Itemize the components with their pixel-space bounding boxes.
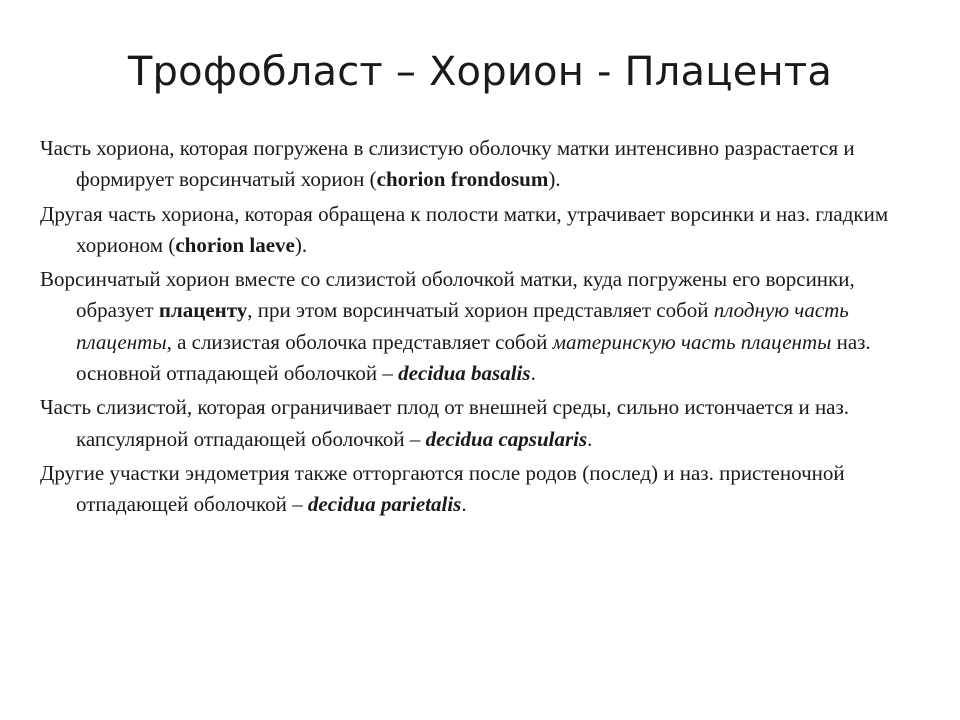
text-segment: , при этом ворсинчатый хорион представляет собой <box>247 298 714 323</box>
term-placenta: плаценту <box>158 298 248 323</box>
term-decidua-parietalis: decidua parietalis <box>307 492 462 517</box>
term-chorion-frondosum: chorion frondosum <box>376 167 549 192</box>
text-segment: , а слизистая оболочка представляет собой <box>166 329 553 354</box>
text-segment: Часть хориона, которая погружена в слизистую оболочку матки интенсивно разрастается и формирует ворсинчатый хорион ( <box>40 136 855 192</box>
term-maternal-part: материнскую часть плаценты <box>552 329 832 354</box>
paragraph-capsular <box>40 392 920 455</box>
text-segment: Ворсинчатый хорион вместе со слизистой оболочкой матки, куда погружены его ворсинки, образует <box>40 267 855 323</box>
paragraph-villous-chorion <box>40 133 920 196</box>
text-segment: наз. основной отпадающей оболочкой – <box>76 329 871 386</box>
paragraph-parietal <box>40 458 920 521</box>
text-segment: . <box>587 426 593 451</box>
text-segment: . <box>530 361 536 386</box>
text-segment: ). <box>294 232 308 257</box>
text-segment: . <box>461 492 467 517</box>
paragraph-smooth-chorion <box>40 199 920 262</box>
term-chorion-laeve: chorion laeve <box>175 232 295 257</box>
term-fetal-part: плодную часть плаценты <box>76 298 849 354</box>
text-segment: Часть слизистой, которая ограничивает плод от внешней среды, сильно истончается и наз. капсулярной отпадающей оболочкой – <box>40 395 850 451</box>
paragraph-placenta <box>40 264 920 389</box>
slide-body <box>40 133 920 524</box>
term-decidua-basalis: decidua basalis <box>398 361 531 386</box>
term-decidua-capsularis: decidua capsularis <box>425 426 588 451</box>
text-segment: Другие участки эндометрия также отторгаются после родов (послед) и наз. пристеночной отпадающей оболочкой – <box>40 460 845 517</box>
slide-title: Трофобласт – Хорион - Плацента <box>127 49 833 95</box>
text-segment: ). <box>548 167 561 192</box>
text-segment: Другая часть хориона, которая обращена к полости матки, утрачивает ворсинки и наз. гладким хорионом ( <box>40 201 889 257</box>
